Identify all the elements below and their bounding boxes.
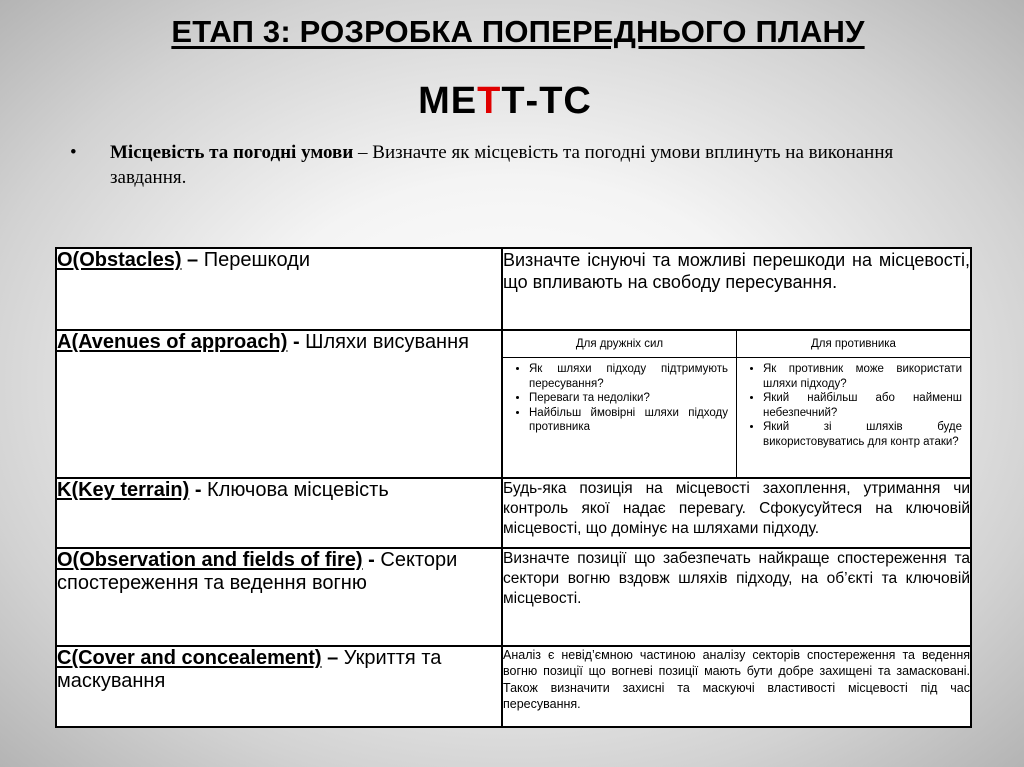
row-explanation: Визначте існуючі та можливі перешкоди на місцевості, що впливають на свободу пересування. (502, 248, 971, 330)
table-row-cover (56, 646, 971, 727)
acronym-part-1: МЕ (418, 80, 478, 122)
row-separator: - (189, 478, 202, 501)
list-item: • Який найбільш або найменш небезпечний? (763, 391, 962, 420)
row-term: K(Key terrain) (57, 478, 190, 501)
row-label (56, 248, 502, 330)
row-description: Ключова місцевість (201, 478, 389, 501)
avenues-subtable (503, 331, 970, 477)
mett-tc-table (55, 247, 972, 728)
avenues-subtable-cell (502, 330, 971, 478)
row-explanation: Визначте позиції що забезпечать найкраще спостереження та сектори вогню вздовж шляхів підходу, на об’єкті та ключовій місцевості. (502, 548, 971, 646)
row-separator: – (321, 646, 339, 669)
terrain-bullet (70, 140, 950, 190)
table-row-key-terrain (56, 478, 971, 548)
table-row-observation (56, 548, 971, 646)
row-term: C(Cover and concealement) (57, 646, 322, 669)
list-item: • Як противник може використати шляхи підходу? (763, 362, 962, 391)
row-description: Сектори спостереження та ведення вогню (57, 548, 458, 594)
bullet-bold-term: Місцевість та погодні умови (110, 142, 354, 163)
table-row-avenues (56, 330, 971, 478)
row-label (56, 330, 502, 478)
row-term: O(Observation and fields of fire) (57, 548, 363, 571)
row-explanation: Аналіз є невід’ємною частиною аналізу секторів спостереження та ведення вогню позиції що вогневі позиції мають бути добре захищені та замасковані. Також визначити захисні та маскуючі властивості місцевості під час пересування. (502, 646, 971, 727)
enemy-forces-list (737, 358, 971, 477)
row-term: A(Avenues of approach) (57, 331, 288, 354)
row-explanation: Будь-яка позиція на місцевості захоплення, утримання чи контроль якої надає перевагу. Сфокусуйтеся на ключовій місцевості, що домінує на шляхами підходу. (502, 478, 971, 548)
row-separator: – (181, 249, 199, 271)
acronym-part-2: Т-ТС (501, 80, 592, 122)
row-separator: - (362, 548, 375, 571)
slide-title: ЕТАП 3: РОЗРОБКА ПОПЕРЕДНЬОГО ПЛАНУ (171, 14, 865, 49)
column-header-friendly: Для дружніх сил (503, 331, 737, 358)
list-item: • Переваги та недоліки? (529, 391, 728, 406)
list-item: • Як шляхи підходу підтримують пересування? (529, 362, 728, 391)
row-label (56, 646, 502, 727)
acronym-title (0, 80, 1010, 123)
row-separator: - (287, 331, 300, 354)
bullet-description: – Визначте як місцевість та погодні умови вплинуть на виконання завдання. (110, 142, 894, 188)
table-row-obstacles (56, 248, 971, 330)
list-item: • Який зі шляхів буде використовуватись для контр атаки? (763, 420, 962, 449)
row-label (56, 478, 502, 548)
row-description: Укриття та маскування (57, 646, 442, 692)
list-item: • Найбільш ймовірні шляхи підходу противника (529, 406, 728, 435)
row-label (56, 548, 502, 646)
row-description: Шляхи висування (299, 331, 469, 354)
row-term: O(Obstacles) (57, 249, 182, 271)
column-header-enemy: Для противника (737, 331, 971, 358)
bullet-text (110, 140, 950, 190)
friendly-forces-list (503, 358, 737, 477)
bullet-marker: • (70, 142, 77, 163)
row-description: Перешкоди (198, 249, 311, 271)
acronym-highlight-letter: Т (477, 80, 502, 122)
